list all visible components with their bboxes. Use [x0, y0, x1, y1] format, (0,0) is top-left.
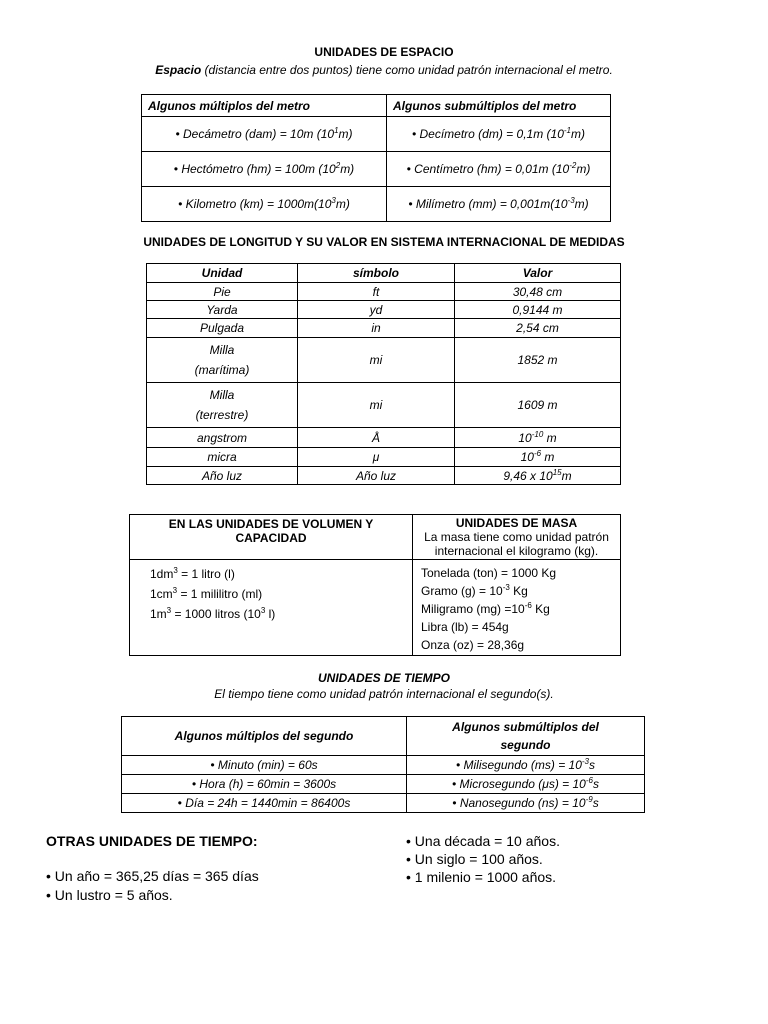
multiplo-cell: • Día = 24h = 1440min = 86400s — [122, 794, 407, 813]
list-item: $1dm^3 = 1$ litro (l) — [150, 566, 235, 581]
submultiplo-cell: • Centímetro (hm) = 0,01m $(10^{-2}m)$ — [387, 152, 611, 187]
valor-cell: 0,9144 m — [455, 301, 621, 319]
masa-list — [413, 560, 621, 656]
tiempo-table — [121, 716, 645, 813]
list-item: Onza (oz) = 28,36g — [421, 638, 525, 652]
espacio-table — [141, 94, 611, 222]
table-row — [147, 383, 621, 428]
col-header-valor: Valor — [455, 264, 621, 283]
valor-cell: 1852 m — [455, 338, 621, 383]
table-row — [147, 319, 621, 338]
volumen-header: EN LAS UNIDADES DE VOLUMEN Y CAPACIDAD — [130, 515, 413, 560]
espacio-col1-header: Algunos múltiplos del metro — [142, 95, 387, 117]
simbolo-cell: yd — [298, 301, 455, 319]
unidad-cell: Yarda — [147, 301, 298, 319]
otras-title: OTRAS UNIDADES DE TIEMPO: — [46, 833, 258, 849]
table-row — [147, 467, 621, 485]
tiempo-col1-header: Algunos múltiplos del segundo — [122, 717, 407, 756]
unidad-cell: Milla (terrestre) — [147, 383, 298, 428]
masa-header: UNIDADES DE MASA — [455, 516, 578, 530]
simbolo-cell: mi — [298, 383, 455, 428]
multiplo-cell: • Hectómetro (hm) = 100m $(10^2m)$ — [142, 152, 387, 187]
valor-cell: 2,54 cm — [455, 319, 621, 338]
list-item: • Una década = 10 años. — [406, 833, 560, 849]
espacio-intro-rest: (distancia entre dos puntos) tiene como unidad patrón internacional el metro. — [201, 63, 613, 77]
table-row — [147, 301, 621, 319]
espacio-col2-header: Algunos submúltiplos del metro — [387, 95, 611, 117]
longitud-table — [146, 263, 621, 485]
valor-cell: $10^{-6}$ m — [455, 448, 621, 467]
table-row — [142, 117, 611, 152]
masa-header-cell — [413, 515, 621, 560]
unidad-cell: Pie — [147, 283, 298, 301]
multiplo-cell: • Minuto (min) = 60s — [122, 756, 407, 775]
submultiplo-cell: • Nanosegundo $(ns) = 10^{-9}s$ — [407, 794, 645, 813]
valor-cell: 30,48 cm — [455, 283, 621, 301]
tiempo-title: UNIDADES DE TIEMPO — [317, 671, 450, 685]
list-item: Miligramo $(mg) =10^{-6}$ Kg — [421, 601, 550, 616]
multiplo-cell: • Decámetro (dam) = 10m $(10^1m)$ — [142, 117, 387, 152]
submultiplo-cell: • Milímetro $(mm) = 0,001m(10^{-3}m)$ — [387, 187, 611, 222]
submultiplo-cell: • Decímetro (dm) = 0,1m $(10^{-1}m)$ — [387, 117, 611, 152]
unidad-cell: Milla (marítima) — [147, 338, 298, 383]
unidad-cell: Pulgada — [147, 319, 298, 338]
simbolo-cell: ft — [298, 283, 455, 301]
list-item: Tonelada (ton) = 1000 Kg — [421, 566, 557, 580]
espacio-title: UNIDADES DE ESPACIO — [314, 45, 454, 59]
submultiplo-cell: • Microsegundo $(\mu s) = 10^{-6}s$ — [407, 775, 645, 794]
unidad-cell: Año luz — [147, 467, 298, 485]
submultiplo-cell: • Milisegundo $(ms) = 10^{-3}s$ — [407, 756, 645, 775]
unidad-cell: angstrom — [147, 428, 298, 448]
valor-cell: 9,46 x $10^{15}m$ — [455, 467, 621, 485]
espacio-intro — [0, 63, 768, 77]
simbolo-cell: Å — [298, 428, 455, 448]
list-item: • Un lustro = 5 años. — [46, 887, 173, 903]
col-header-unidad: Unidad — [147, 264, 298, 283]
multiplo-cell: • Hora (h) = 60min = 3600s — [122, 775, 407, 794]
table-row — [122, 775, 645, 794]
longitud-title: UNIDADES DE LONGITUD Y SU VALOR EN SISTEMA INTERNACIONAL DE MEDIDAS — [143, 235, 625, 249]
list-item: $1m^3 = 1000$ litros ($10^3$ l) — [150, 606, 276, 621]
tiempo-intro: El tiempo tiene como unidad patrón internacional el segundo(s). — [214, 687, 554, 701]
table-row — [142, 187, 611, 222]
volumen-masa-table — [129, 514, 621, 656]
simbolo-cell: Año luz — [298, 467, 455, 485]
list-item: • 1 milenio = 1000 años. — [406, 869, 557, 885]
table-row — [147, 428, 621, 448]
list-item: Gramo $(g) = 10^{-3}$ Kg — [421, 583, 528, 598]
otras-left-list — [46, 867, 259, 905]
valor-cell: 1609 m — [455, 383, 621, 428]
volumen-list — [130, 560, 413, 656]
tiempo-col2-header: Algunos submúltiplos del segundo — [407, 717, 645, 756]
col-header-simbolo: símbolo — [298, 264, 455, 283]
table-row — [147, 448, 621, 467]
table-row — [142, 152, 611, 187]
unidad-cell: micra — [147, 448, 298, 467]
otras-right-list — [406, 832, 560, 886]
masa-subtitle: La masa tiene como unidad patrón internacional el kilogramo (kg). — [424, 530, 609, 558]
table-row — [122, 794, 645, 813]
multiplo-cell: • Kilometro $(km) = 1000m(10^3m)$ — [142, 187, 387, 222]
table-row — [147, 338, 621, 383]
simbolo-cell: mi — [298, 338, 455, 383]
table-row — [147, 283, 621, 301]
espacio-intro-bold: Espacio — [155, 63, 202, 77]
table-row — [122, 756, 645, 775]
simbolo-cell: μ — [298, 448, 455, 467]
simbolo-cell: in — [298, 319, 455, 338]
list-item: • Un año = 365,25 días = 365 días — [46, 868, 259, 884]
list-item: Libra (lb) = 454g — [421, 620, 509, 634]
valor-cell: $10^{-10}$ m — [455, 428, 621, 448]
list-item: $1cm^3 = 1$ mililitro (ml) — [150, 586, 263, 601]
list-item: • Un siglo = 100 años. — [406, 851, 543, 867]
